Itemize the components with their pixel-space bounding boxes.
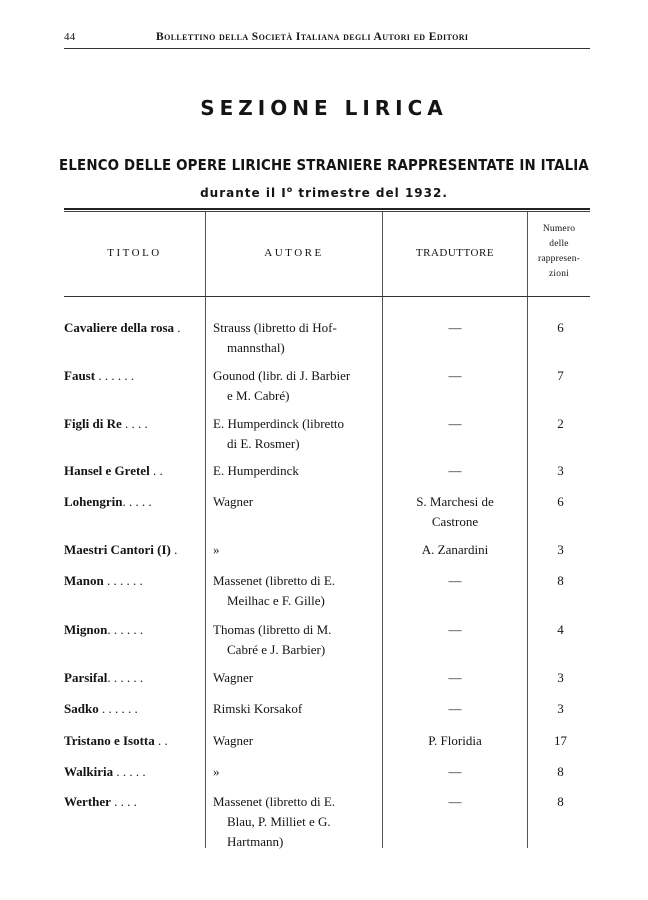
opera-title-text: Lohengrin	[64, 494, 123, 509]
autore-line: Hartmann)	[227, 834, 284, 849]
traduttore-line: Castrone	[431, 514, 479, 529]
column-divider	[205, 212, 206, 848]
leader-dots: . . . .	[121, 416, 148, 431]
page-number: 44	[64, 31, 76, 43]
autore-line: Thomas (libretto di M.	[213, 622, 332, 637]
opera-title-text: Maestri Cantori (I)	[64, 542, 171, 557]
opera-traduttore	[386, 762, 524, 782]
column-header-numero-line: rappresen-	[537, 254, 581, 264]
list-subtitle-sup: o	[286, 185, 294, 194]
opera-traduttore	[386, 492, 524, 532]
autore-line: Gounod (libr. di J. Barbier	[213, 368, 351, 383]
autore-line: Blau, P. Milliet e G.	[227, 814, 331, 829]
opera-title-text: Werther	[64, 794, 111, 809]
autore-line: »	[213, 542, 220, 557]
opera-traduttore	[386, 540, 524, 560]
column-header-traduttore: TRADUTTORE	[415, 247, 495, 259]
numero-rappresentazioni: 6	[557, 494, 564, 509]
opera-traduttore	[386, 571, 524, 591]
opera-autore	[213, 668, 379, 688]
numero-rappresentazioni: 8	[557, 573, 564, 588]
leader-dots: . . . . .	[113, 764, 146, 779]
opera-title	[64, 366, 200, 386]
leader-dots: . . . . . .	[98, 701, 138, 716]
opera-title	[64, 620, 200, 640]
column-header-autore: AUTORE	[264, 247, 324, 259]
traduttore-line: —	[448, 416, 462, 431]
traduttore-line: P. Floridia	[428, 733, 482, 748]
autore-line: E. Humperdinck (libretto	[213, 416, 345, 431]
table-top-rule	[64, 208, 590, 210]
leader-dots: .	[174, 320, 181, 335]
traduttore-line: —	[448, 622, 462, 637]
leader-dots: . . . .	[110, 794, 137, 809]
opera-title	[64, 318, 200, 338]
leader-dots: . .	[149, 463, 163, 478]
opera-autore	[213, 731, 379, 751]
opera-autore	[213, 414, 379, 454]
numero-rappresentazioni: 8	[557, 794, 564, 809]
opera-traduttore	[386, 699, 524, 719]
leader-dots: . . . . . .	[107, 622, 144, 637]
opera-title	[64, 668, 200, 688]
numero-rappresentazioni: 3	[557, 701, 564, 716]
opera-title-text: Mignon	[64, 622, 108, 637]
opera-autore	[213, 540, 379, 560]
opera-title	[64, 492, 200, 512]
opera-title	[64, 461, 200, 481]
column-divider	[382, 212, 383, 848]
column-header-numero-line: delle	[549, 239, 569, 249]
leader-dots: . .	[154, 733, 168, 748]
leader-dots: . . . . .	[122, 494, 152, 509]
traduttore-line: —	[448, 368, 462, 383]
traduttore-line: —	[448, 670, 462, 685]
numero-rappresentazioni: 3	[557, 542, 564, 557]
traduttore-line: —	[448, 794, 462, 809]
opera-title	[64, 571, 200, 591]
opera-title-text: Hansel e Gretel	[64, 463, 150, 478]
traduttore-line: A. Zanardini	[421, 542, 489, 557]
list-subtitle-after: trimestre del 1932.	[293, 186, 448, 200]
traduttore-line: —	[448, 320, 462, 335]
traduttore-line: —	[448, 701, 462, 716]
numero-rappresentazioni: 3	[557, 463, 564, 478]
opera-title	[64, 762, 200, 782]
opera-autore	[213, 318, 379, 358]
autore-line: Rimski Korsakof	[213, 701, 303, 716]
numero-rappresentazioni: 7	[557, 368, 564, 383]
opera-title-text: Sadko	[64, 701, 99, 716]
opera-autore	[213, 492, 379, 512]
opera-traduttore	[386, 668, 524, 688]
opera-title	[64, 699, 200, 719]
numero-rappresentazioni: 17	[554, 733, 567, 748]
opera-title	[64, 414, 200, 434]
autore-line: »	[213, 764, 220, 779]
running-head-rule	[64, 48, 590, 49]
opera-traduttore	[386, 414, 524, 434]
leader-dots: . . . . . .	[107, 670, 144, 685]
opera-autore	[213, 762, 379, 782]
autore-line: Cabré e J. Barbier)	[227, 642, 326, 657]
autore-line: Massenet (libretto di E.	[213, 573, 336, 588]
traduttore-line: —	[448, 573, 462, 588]
autore-line: E. Humperdinck	[213, 463, 299, 478]
list-title: ELENCO DELLE OPERE LIRICHE STRANIERE RAPPRESENTATE IN ITALIA	[59, 156, 589, 174]
opera-title-text: Walkiria	[64, 764, 114, 779]
opera-title-text: Parsifal	[64, 670, 108, 685]
opera-autore	[213, 620, 379, 660]
opera-autore	[213, 792, 379, 852]
autore-line: Massenet (libretto di E.	[213, 794, 336, 809]
column-divider	[527, 212, 528, 848]
column-header-numero-line: Numero	[542, 224, 576, 234]
opera-title-text: Cavaliere della rosa	[64, 320, 175, 335]
autore-line: mannsthal)	[227, 340, 285, 355]
opera-autore	[213, 699, 379, 719]
opera-traduttore	[386, 792, 524, 812]
column-header-numero	[528, 222, 590, 282]
numero-rappresentazioni: 2	[557, 416, 564, 431]
autore-line: Wagner	[213, 670, 254, 685]
opera-title	[64, 731, 200, 751]
traduttore-line: —	[448, 764, 462, 779]
opera-title-text: Tristano e Isotta	[64, 733, 155, 748]
opera-autore	[213, 571, 379, 611]
traduttore-line: —	[448, 463, 462, 478]
numero-rappresentazioni: 8	[557, 764, 564, 779]
opera-title	[64, 792, 200, 812]
opera-traduttore	[386, 620, 524, 640]
opera-title-text: Manon	[64, 573, 104, 588]
column-header-numero-line: zioni	[549, 269, 569, 279]
opera-traduttore	[386, 461, 524, 481]
running-head-title: Bollettino della Società Italiana degli Autori ed Editori	[156, 31, 469, 43]
opera-traduttore	[386, 366, 524, 386]
autore-line: e M. Cabré)	[227, 388, 290, 403]
list-subtitle-before: durante il I	[200, 186, 287, 200]
opera-title-text: Figli di Re	[64, 416, 122, 431]
opera-title-text: Faust	[64, 368, 96, 383]
numero-rappresentazioni: 4	[557, 622, 564, 637]
opera-traduttore	[386, 731, 524, 751]
column-header-titolo: TITOLO	[107, 247, 162, 259]
leader-dots: . . . . . .	[95, 368, 135, 383]
opera-autore	[213, 461, 379, 481]
opera-autore	[213, 366, 379, 406]
table-top-rule-thin	[64, 211, 590, 212]
autore-line: Meilhac e F. Gille)	[227, 593, 325, 608]
numero-rappresentazioni: 6	[557, 320, 564, 335]
autore-line: Wagner	[213, 494, 254, 509]
header-bottom-rule	[64, 296, 590, 297]
autore-line: Strauss (libretto di Hof-	[213, 320, 337, 335]
section-title: SEZIONE LIRICA	[200, 96, 448, 120]
opera-traduttore	[386, 318, 524, 338]
leader-dots: . . . . . .	[103, 573, 143, 588]
autore-line: Wagner	[213, 733, 254, 748]
autore-line: di E. Rosmer)	[227, 436, 300, 451]
opera-title	[64, 540, 200, 560]
list-subtitle	[0, 185, 648, 200]
leader-dots: .	[170, 542, 178, 557]
numero-rappresentazioni: 3	[557, 670, 564, 685]
traduttore-line: S. Marchesi de	[416, 494, 494, 509]
